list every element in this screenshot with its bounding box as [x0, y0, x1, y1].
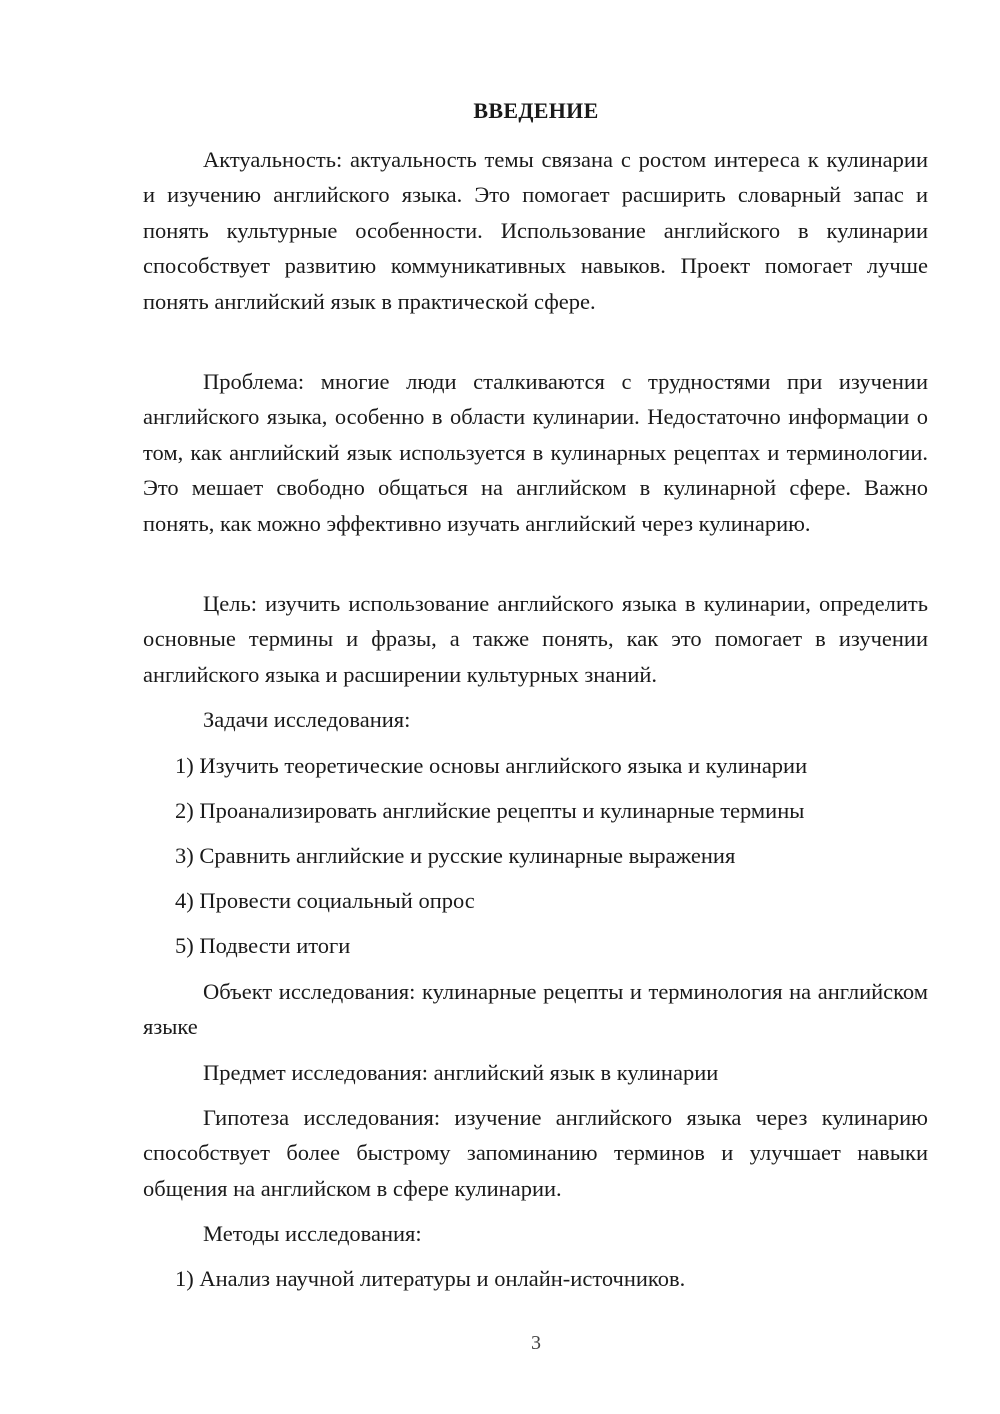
- method-item: 1) Анализ научной литературы и онлайн-источников.: [175, 1266, 686, 1291]
- page-number: 3: [531, 1332, 541, 1354]
- relevance-paragraph: Актуальность: актуальность темы связана с ростом интереса к кулинарии и изучению английского языка. Это помогает расширить словарный запас и понять культурные особенности. Использование английского в кулинарии способствует развитию коммуникативных навыков. Проект помогает лучше понять английский язык в практической сфере.: [143, 147, 928, 314]
- page-title: ВВЕДЕНИЕ: [473, 98, 599, 123]
- tasks-heading: Задачи исследования:: [203, 707, 411, 732]
- task-item: 1) Изучить теоретические основы английского языка и кулинарии: [175, 753, 808, 778]
- problem-paragraph: Проблема: многие люди сталкиваются с трудностями при изучении английского языка, особенно в области кулинарии. Недостаточно информации о том, как английский язык используется в кулинарных рецептах и терминологии. Это мешает свободно общаться на английском в кулинарной сфере. Важно понять, как можно эффективно изучать английский через кулинарию.: [143, 369, 928, 536]
- methods-heading: Методы исследования:: [203, 1221, 422, 1246]
- hypothesis-paragraph: Гипотеза исследования: изучение английского языка через кулинарию способствует более быстрому запоминанию терминов и улучшает навыки общения на английском в сфере кулинарии.: [143, 1105, 928, 1201]
- subject-paragraph: Предмет исследования: английский язык в кулинарии: [203, 1060, 719, 1085]
- task-item: 4) Провести социальный опрос: [175, 888, 475, 913]
- goal-paragraph: Цель: изучить использование английского языка в кулинарии, определить основные термины и фразы, а также понять, как это помогает в изучении английского языка и расширении культурных знаний.: [143, 591, 928, 687]
- task-item: 3) Сравнить английские и русские кулинарные выражения: [175, 843, 736, 868]
- task-item: 5) Подвести итоги: [175, 933, 351, 958]
- object-paragraph: Объект исследования: кулинарные рецепты и терминология на английском языке: [143, 979, 928, 1040]
- task-item: 2) Проанализировать английские рецепты и кулинарные термины: [175, 798, 805, 823]
